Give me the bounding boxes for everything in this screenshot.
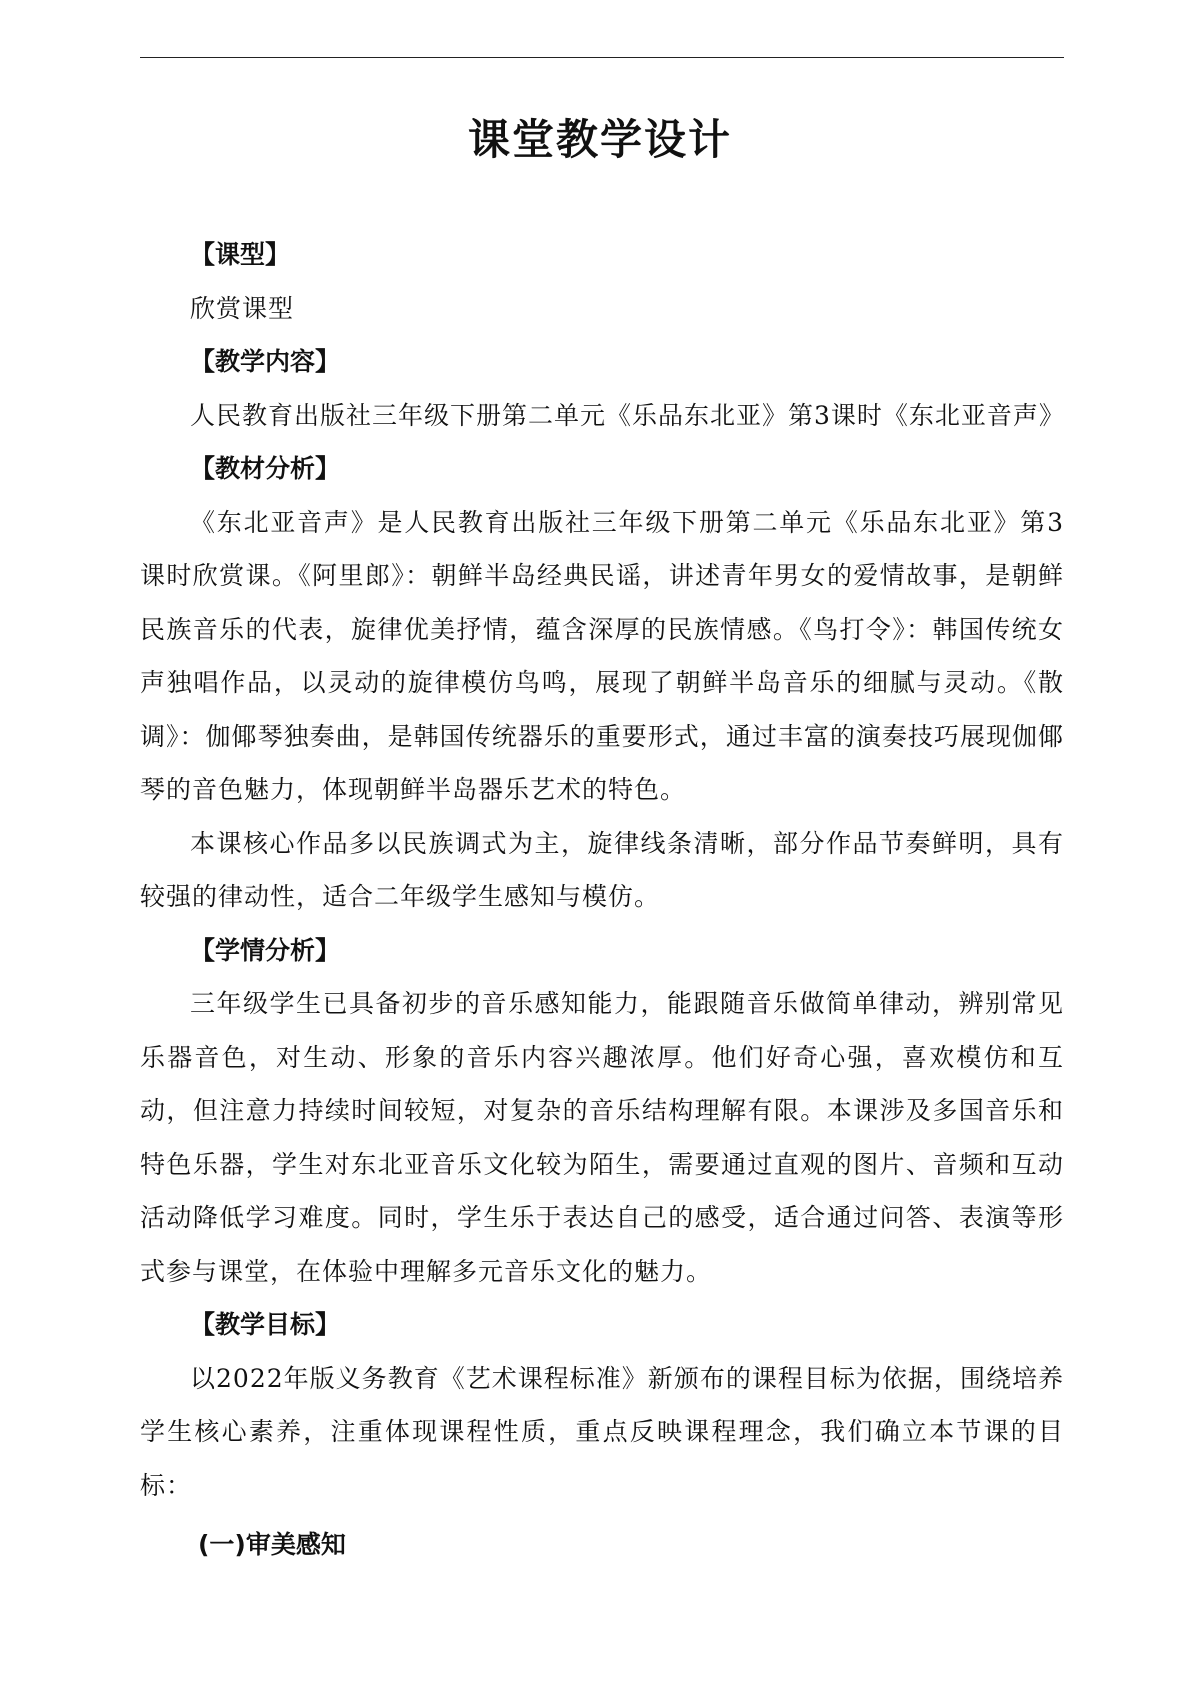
section-textbook-analysis bbox=[140, 442, 1064, 924]
section-learner-analysis bbox=[140, 924, 1064, 1299]
sub-heading-aesthetic-perception: (一)审美感知 bbox=[198, 1530, 346, 1559]
section-paragraph: 三年级学生已具备初步的音乐感知能力，能跟随音乐做简单律动，辨别常见乐器音色，对生动、形象的音乐内容兴趣浓厚。他们好奇心强，喜欢模仿和互动，但注意力持续时间较短，对复杂的音乐结构理解有限。本课涉及多国音乐和特色乐器，学生对东北亚音乐文化较为陌生，需要通过直观的图片、音频和互动活动降低学习难度。同时，学生乐于表达自己的感受，适合通过问答、表演等形式参与课堂，在体验中理解多元音乐文化的魅力。 bbox=[140, 989, 1064, 1286]
section-paragraph: 本课核心作品多以民族调式为主，旋律线条清晰，部分作品节奏鲜明，具有较强的律动性，适合二年级学生感知与模仿。 bbox=[140, 828, 1064, 911]
section-heading: 【教学内容】 bbox=[190, 347, 341, 376]
section-lesson-type bbox=[140, 228, 1064, 335]
section-heading: 【课型】 bbox=[190, 240, 291, 269]
header-rule bbox=[140, 57, 1064, 58]
section-paragraph: 《东北亚音声》是人民教育出版社三年级下册第二单元《乐品东北亚》第3课时欣赏课。《阿里郎》：朝鲜半岛经典民谣，讲述青年男女的爱情故事，是朝鲜民族音乐的代表，旋律优美抒情，蕴含深厚的民族情感。《鸟打令》：韩国传统女声独唱作品，以灵动的旋律模仿鸟鸣，展现了朝鲜半岛音乐的细腻与灵动。《散调》：伽倻琴独奏曲，是韩国传统器乐的重要形式，通过丰富的演奏技巧展现伽倻琴的音色魅力，体现朝鲜半岛器乐艺术的特色。 bbox=[140, 507, 1064, 804]
section-teaching-goals bbox=[140, 1298, 1064, 1512]
section-paragraph: 欣赏课型 bbox=[190, 293, 295, 323]
section-teaching-content bbox=[140, 335, 1064, 442]
section-heading: 【教学目标】 bbox=[190, 1310, 341, 1339]
section-heading: 【学情分析】 bbox=[190, 935, 341, 965]
document-body bbox=[140, 228, 1064, 1572]
section-paragraph: 以2022年版义务教育《艺术课程标准》新颁布的课程目标为依据，围绕培养学生核心素养，注重体现课程性质，重点反映课程理念，我们确立本节课的目标： bbox=[140, 1363, 1064, 1500]
section-paragraph: 人民教育出版社三年级下册第二单元《乐品东北亚》第3课时《东北亚音声》 bbox=[190, 400, 1065, 430]
page-title: 课堂教学设计 bbox=[467, 115, 732, 164]
section-heading: 【教材分析】 bbox=[190, 454, 341, 483]
